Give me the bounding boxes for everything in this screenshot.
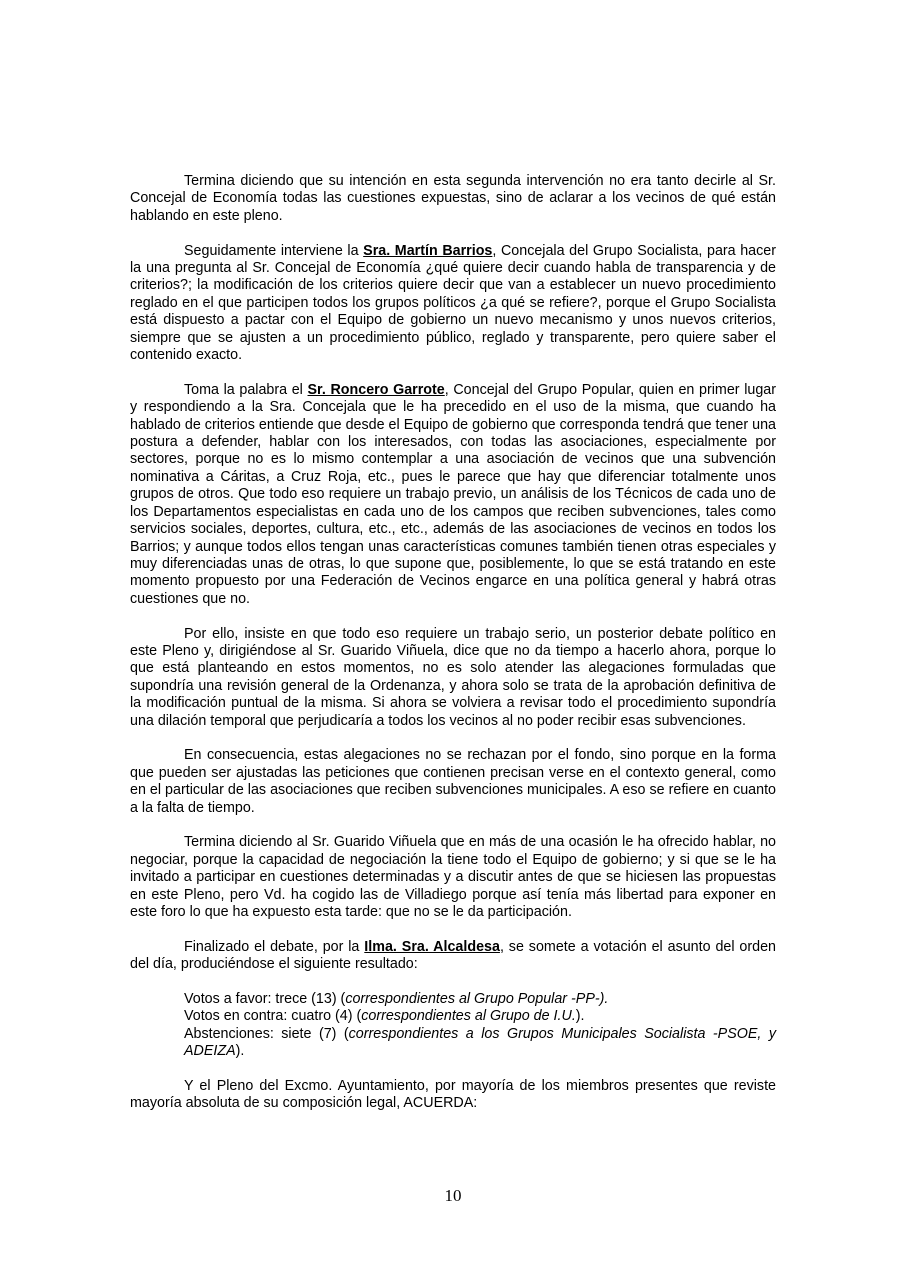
vote-line-against <box>184 1008 776 1025</box>
paragraph-consequence: En consecuencia, estas alegaciones no se rechazan por el fondo, sino porque en la forma que pueden ser ajustadas las peticiones que contienen precisan verse en el contexto general, como en el particular de las asociaciones que reciben subvenciones municipales. A eso se refiere en cuanto a la falta de tiempo. <box>130 747 776 816</box>
paragraph-text: , Concejala del Grupo Socialista, para hacer la una pregunta al Sr. Concejal de Economía ¿qué quiere decir cuando habla de transparencia y de criterios?; la modificación de los criterios quiere decir que van a establecer un nuevo procedimiento reglado en el que participen todos los grupos políticos ¿a qué se refiere?, porque el Grupo Socialista está dispuesto a pactar con el Equipo de gobierno un nuevo mecanismo y unos nuevos criterios, siempre que se ajusten a un procedimiento público, reglado y transparente, pero quiere saber el contenido exacto. <box>130 242 776 364</box>
vote-close: ). <box>575 1008 585 1025</box>
vote-detail: correspondientes al Grupo Popular -PP-). <box>345 990 609 1007</box>
speaker-name: Sr. Roncero Garrote <box>307 381 445 398</box>
speaker-name: Sra. Martín Barrios <box>363 242 493 259</box>
paragraph-text: Seguidamente interviene la <box>184 242 364 259</box>
vote-label: Votos a favor: trece (13) ( <box>184 990 346 1007</box>
paragraph-vote-call <box>130 939 776 974</box>
paragraph-closing-remarks: Termina diciendo que su intención en esta segunda intervención no era tanto decirle al Sr. Concejal de Economía todas las cuestiones expuestas, sino de aclarar a los vecinos de qué están hablando en este pleno. <box>130 173 776 224</box>
paragraph-agreement: Y el Pleno del Excmo. Ayuntamiento, por mayoría de los miembros presentes que reviste mayoría absoluta de su composición legal, ACUERDA: <box>130 1078 776 1112</box>
paragraph-guarido-vinuela: Termina diciendo al Sr. Guarido Viñuela que en más de una ocasión le ha ofrecido hablar, no negociar, porque la capacidad de negociación la tiene todo el Equipo de gobierno; y si que se le ha invitado a participar en cuestiones determinadas y a discutir antes de que se hiciesen las propuestas en este Pleno, pero Vd. ha cogido las de Villadiego porque así tenía más libertad para exponer en este foro lo que ha expuesto esta tarde: que no se le da participación. <box>130 834 776 920</box>
page-number: 10 <box>444 1186 462 1205</box>
document-body <box>130 173 776 1130</box>
paragraph-text: , se somete a votación el asunto del orden del día, produciéndose el siguiente resultado: <box>130 938 776 973</box>
vote-close: ). <box>235 1043 245 1060</box>
vote-line-abstentions <box>184 1026 776 1061</box>
speaker-name: Ilma. Sra. Alcaldesa <box>364 938 500 955</box>
paragraph-text: , Concejal del Grupo Popular, quien en primer lugar y respondiendo a la Sra. Concejala que le ha precedido en el uso de la misma, que cuando ha hablado de criterios entiende que desde el Equipo de gobierno que corresponda tendrá que tener una postura a defender, hablar con los interesados, con todas las asociaciones, especialmente por sectores, porque no es lo mismo contemplar a una asociación de vecinos que una subvención nominativa a Cáritas, a Cruz Roja, etc., pues le parece que hay que diferenciar totalmente unos grupos de otros. Que todo eso requiere un trabajo previo, un análisis de los Técnicos de cada uno de los Departamentos especialistas en cada uno de los campos que reciben subvenciones, tales como servicios sociales, deportes, cultura, etc., etc., además de las asociaciones de vecinos en todos los Barrios; y aunque todos ellos tengan unas características comunes también tienen otras especiales y muy diferenciadas unas de otras, lo que supone que, posiblemente, lo que se está tratando en este momento propuesto por una Federación de Vecinos engarce en una política general y habrá otras cuestiones que no. <box>130 381 776 607</box>
paragraph-text: Finalizado el debate, por la <box>184 938 365 955</box>
vote-line-favor <box>184 991 776 1008</box>
vote-results <box>184 991 776 1061</box>
paragraph-text: Toma la palabra el <box>184 381 308 398</box>
vote-detail: correspondientes a los Grupos Municipales Socialista -PSOE, y ADEIZA <box>184 1025 776 1060</box>
vote-label: Abstenciones: siete (7) ( <box>184 1025 349 1042</box>
paragraph-martin-barrios <box>130 243 776 365</box>
paragraph-serious-work: Por ello, insiste en que todo eso requiere un trabajo serio, un posterior debate político en este Pleno y, dirigiéndose al Sr. Guarido Viñuela, dice que no da tiempo a hacerlo ahora, porque lo que está planteando en estos momentos, no es solo atender las alegaciones formuladas que supondría una revisión general de la Ordenanza, y ahora solo se trata de la aprobación definitiva de la modificación puntual de la misma. Si ahora se volviera a revisar todo el procedimiento supondría una dilación temporal que perjudicaría a todos los vecinos al no poder recibir esas subvenciones. <box>130 625 776 729</box>
vote-detail: correspondientes al Grupo de I.U. <box>361 1008 576 1025</box>
paragraph-roncero-garrote <box>130 382 776 608</box>
vote-label: Votos en contra: cuatro (4) ( <box>184 1008 362 1025</box>
